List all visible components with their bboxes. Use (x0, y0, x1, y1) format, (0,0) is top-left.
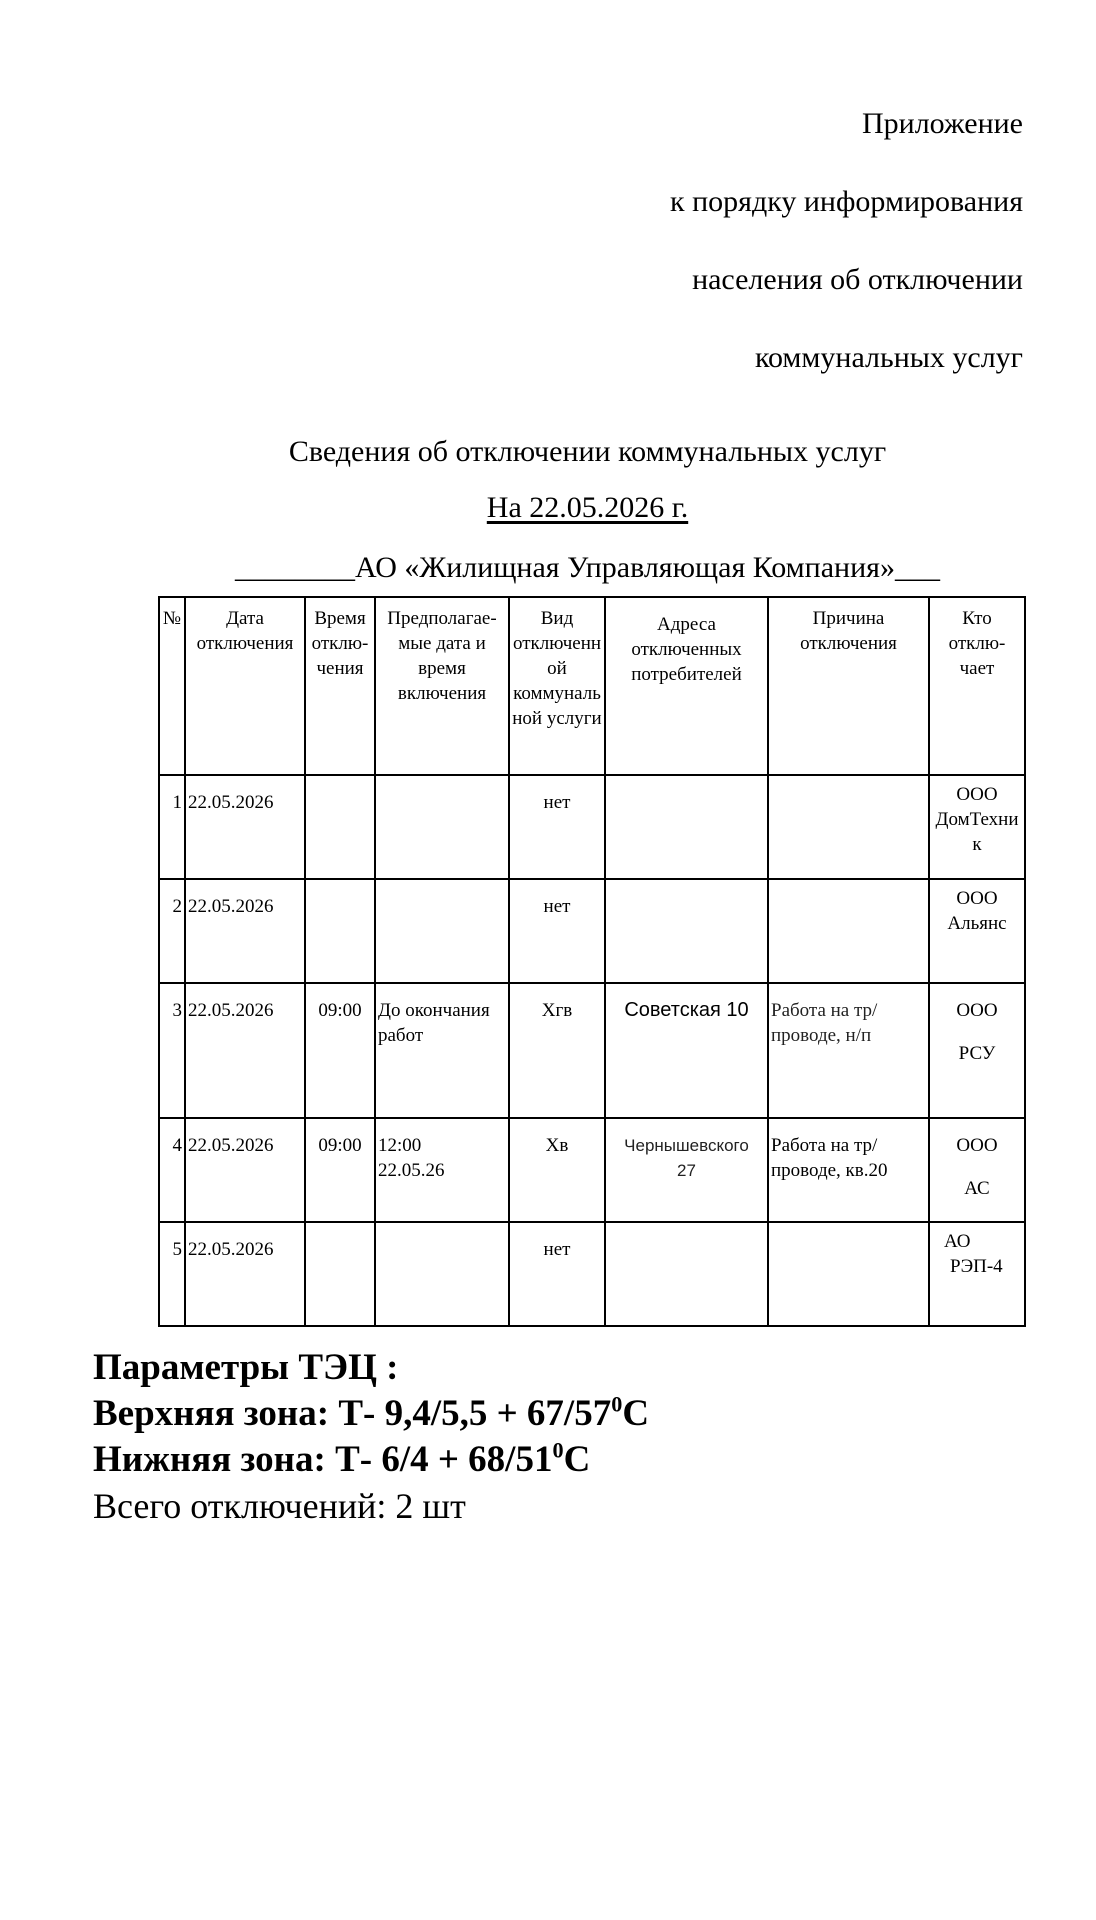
header-time: Время отклю-чения (305, 597, 375, 775)
upper-zone-text: Верхняя зона: Т- 9,4/5,5 + 67/57 (93, 1393, 612, 1434)
appendix-line-2: к порядку информирования (670, 185, 1023, 218)
who-org-name: Альянс (947, 913, 1007, 934)
cell-who (929, 879, 1025, 983)
cell-time: 09:00 (305, 983, 375, 1118)
outage-table (158, 596, 1026, 1327)
header-num: № (159, 597, 185, 775)
cell-type: нет (509, 879, 605, 983)
chp-parameters (93, 1345, 649, 1529)
lower-zone-degree: 0 (552, 1437, 564, 1463)
who-org-type: ООО (956, 888, 998, 909)
cell-who (929, 983, 1025, 1118)
upper-zone-unit: С (622, 1393, 650, 1434)
lower-zone-line (93, 1437, 649, 1483)
cell-num: 5 (159, 1222, 185, 1326)
cell-num: 4 (159, 1118, 185, 1222)
params-title: Параметры ТЭЦ : (93, 1347, 399, 1388)
cell-type: нет (509, 775, 605, 879)
cell-date: 22.05.2026 (185, 775, 305, 879)
cell-planned: До окончания работ (375, 983, 509, 1118)
table-row (159, 983, 1025, 1118)
header-address: Адреса отключенных потребителей (605, 597, 768, 775)
cell-time: 09:00 (305, 1118, 375, 1222)
cell-planned (375, 1222, 509, 1326)
header-planned: Предполагае-мые дата и время включения (375, 597, 509, 775)
cell-date: 22.05.2026 (185, 1118, 305, 1222)
who-org-type: ООО (956, 784, 998, 805)
table-header-row (159, 597, 1025, 775)
table-row (159, 879, 1025, 983)
report-date-wrap (0, 490, 1096, 526)
reason-text: Работа на тр/проводе, н/п (771, 1000, 878, 1046)
appendix-line-3: населения об отключении (692, 263, 1023, 296)
lower-zone-text: Нижняя зона: Т- 6/4 + 68/51 (93, 1439, 553, 1480)
table-row (159, 1222, 1025, 1326)
who-spacer (932, 1158, 1022, 1176)
cell-reason (768, 1222, 929, 1326)
planned-time: 12:00 (378, 1135, 422, 1156)
appendix-line-4: коммунальных услуг (754, 341, 1023, 374)
cell-address (605, 1118, 768, 1222)
table-row (159, 1118, 1025, 1222)
cell-planned (375, 775, 509, 879)
cell-planned (375, 879, 509, 983)
cell-address (605, 775, 768, 879)
document-title: Сведения об отключении коммунальных услуг (288, 435, 887, 468)
cell-date: 22.05.2026 (185, 983, 305, 1118)
upper-zone-degree: 0 (611, 1391, 623, 1417)
cell-reason (768, 879, 929, 983)
upper-zone-line (93, 1391, 649, 1437)
header-type: Вид отключенной коммунальной услуги (509, 597, 605, 775)
planned-date: 22.05.26 (378, 1160, 445, 1181)
cell-who (929, 1222, 1025, 1326)
cell-type: нет (509, 1222, 605, 1326)
cell-planned (375, 1118, 509, 1222)
who-org-name: РСУ (958, 1043, 996, 1064)
company-name: ________АО «Жилищная Управляющая Компания»___ (235, 551, 940, 584)
address-street: Чернышевского (624, 1136, 749, 1155)
who-org-name: РЭП-4 (950, 1256, 1003, 1277)
cell-num: 2 (159, 879, 185, 983)
cell-reason (768, 983, 929, 1118)
header-reason: Причина отключения (768, 597, 929, 775)
cell-address (605, 983, 768, 1118)
address-house: 27 (677, 1161, 696, 1180)
cell-who (929, 1118, 1025, 1222)
cell-date: 22.05.2026 (185, 879, 305, 983)
lower-zone-unit: С (563, 1439, 591, 1480)
table-row (159, 775, 1025, 879)
who-org-type: ООО (956, 1135, 998, 1156)
cell-who (929, 775, 1025, 879)
cell-address (605, 1222, 768, 1326)
cell-time (305, 879, 375, 983)
cell-date: 22.05.2026 (185, 1222, 305, 1326)
appendix-line-1: Приложение (861, 107, 1023, 140)
cell-num: 1 (159, 775, 185, 879)
cell-type: Хв (509, 1118, 605, 1222)
header-who: Кто отклю-чает (929, 597, 1025, 775)
cell-reason: Работа на тр/проводе, кв.20 (768, 1118, 929, 1222)
cell-type: Хгв (509, 983, 605, 1118)
cell-num: 3 (159, 983, 185, 1118)
report-date: На 22.05.2026 г. (486, 491, 689, 524)
who-org-name: АС (964, 1178, 990, 1199)
who-spacer (932, 1023, 1022, 1041)
who-org-name: ДомТехник (935, 809, 1019, 855)
who-org-type: ООО (956, 1000, 998, 1021)
header-date: Дата отключения (185, 597, 305, 775)
cell-address (605, 879, 768, 983)
cell-reason (768, 775, 929, 879)
cell-time (305, 775, 375, 879)
address-text: Советская 10 (624, 999, 749, 1021)
cell-time (305, 1222, 375, 1326)
who-org-type: АО (944, 1231, 971, 1252)
total-outages: Всего отключений: 2 шт (93, 1486, 466, 1526)
